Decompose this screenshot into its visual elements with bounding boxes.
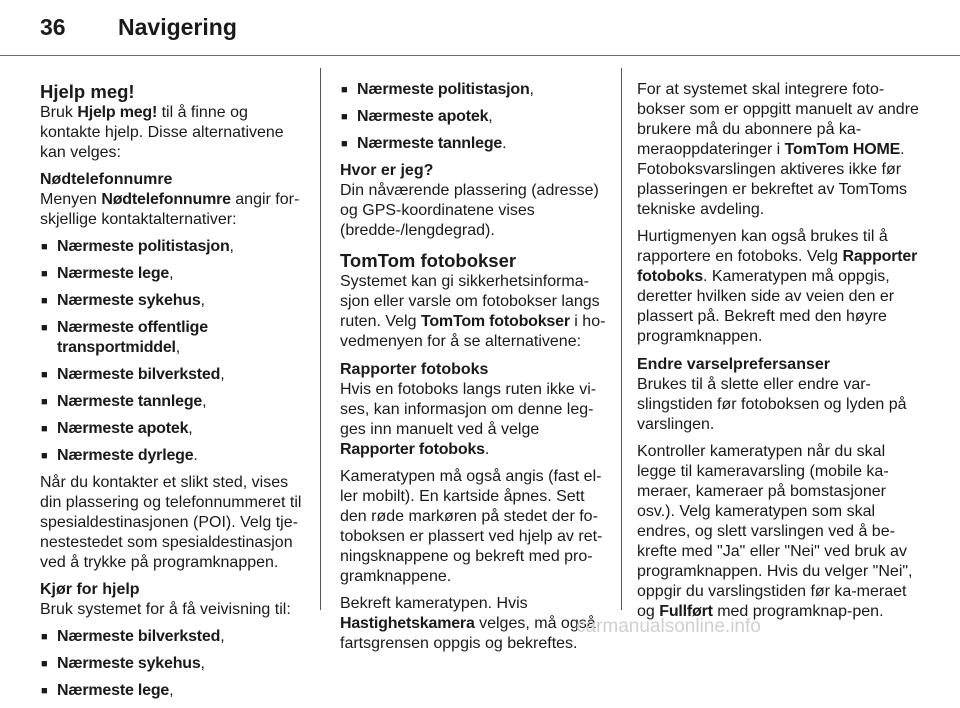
subheading-kjor: Kjør for hjelp	[40, 581, 140, 598]
list-item: ■ Nærmeste politistasjon,	[340, 80, 610, 100]
column-1	[40, 80, 310, 708]
page-number: 36	[40, 14, 66, 40]
list-item: ■ Nærmeste apotek,	[40, 419, 310, 439]
intro-paragraph: Bruk Hjelp meg! til å finne og kontakte hjelp. Disse alternativene kan velges:	[40, 104, 284, 161]
list-item: ■ Nærmeste bilverksted,	[40, 627, 310, 647]
list-item: ■ Nærmeste lege,	[40, 681, 310, 701]
integrere-paragraph: For at systemet skal integrere foto-bokser som er oppgitt manuelt av andre brukere må du abonnere på ka-meraoppdateringer i TomTom HOME. Fotoboksvarslingen aktiveres ikke før plasseringen er bekreftet av TomToms tekniske avdeling.	[637, 81, 919, 218]
column-divider-2	[621, 68, 622, 610]
list-item: ■ Nærmeste tannlege,	[40, 392, 310, 412]
section-heading-hjelp: Hjelp meg!	[40, 81, 135, 102]
subheading-rapporter: Rapporter fotoboks	[340, 361, 489, 378]
kontroller-paragraph: Kontroller kameratypen når du skal legge til kameravarsling (mobile ka-meraer, kameraer på bomstasjoner osv.). Velg kameratypen som skal endres, og slett varslingen ved å be-krefte med "Ja" eller "Nei" ved bruk av programknappen. Hvis du velger "Nei", oppgir du varslingstiden før ka-meraet og Fullført med programknap-pen.	[637, 443, 913, 620]
section-heading-fotobokser: TomTom fotobokser	[340, 250, 517, 271]
column-2	[340, 80, 610, 661]
subheading-nodtelefon: Nødtelefonnumre	[40, 171, 173, 188]
hurtigmeny-paragraph: Hurtigmenyen kan også brukes til å rapportere en fotoboks. Velg Rapporter fotoboks. Kameratypen må oppgis, deretter hvilken side av veien den er plassert på. Bekreft med den høyre programknappen.	[637, 228, 918, 345]
header-divider	[0, 55, 960, 56]
nodtelefon-paragraph: Menyen Nødtelefonnumre angir for-skjellige kontaktalternativer:	[40, 191, 300, 228]
list-item: ■ Nærmeste bilverksted,	[40, 365, 310, 385]
watermark: carmanualsonline.info	[576, 616, 761, 637]
subheading-endre: Endre varselprefersanser	[637, 356, 830, 373]
hvor-paragraph: Din nåværende plassering (adresse) og GPS-koordinatene vises (bredde-/lengdegrad).	[340, 182, 599, 239]
list-item: ■ Nærmeste apotek,	[340, 107, 610, 127]
list-item: ■ Nærmeste offentlige transportmiddel,	[40, 318, 310, 358]
column-divider-1	[320, 68, 321, 610]
column-3	[637, 80, 922, 629]
list-item: ■ Nærmeste politistasjon,	[40, 237, 310, 257]
drive-help-list-continued	[340, 80, 610, 154]
endre-paragraph: Brukes til å slette eller endre var-slingstiden før fotoboksen og lyden på varslingen.	[637, 376, 907, 433]
page-title: Navigering	[118, 14, 237, 40]
fotobokser-paragraph: Systemet kan gi sikkerhetsinforma-sjon eller varsle om fotobokser langs ruten. Velg TomTom fotobokser i ho-vedmenyen for å se alternativene:	[340, 273, 606, 350]
drive-help-list	[40, 627, 310, 701]
rapporter-paragraph: Hvis en fotoboks langs ruten ikke vi-ses, kan informasjon om denne leg-ges inn manuelt ved å velge Rapporter fotoboks.	[340, 381, 597, 458]
list-item: ■ Nærmeste sykehus,	[40, 654, 310, 674]
emergency-list	[40, 237, 310, 466]
page-header	[0, 0, 960, 58]
kjor-paragraph: Bruk systemet for å få veivisning til:	[40, 601, 291, 618]
subheading-hvor: Hvor er jeg?	[340, 162, 434, 179]
contact-paragraph: Når du kontakter et slikt sted, vises din plassering og telefonnummeret til spesialdestinasjonen (POI). Velg tje-nestestedet som spesialdestinasjon ved å trykke på programknappen.	[40, 474, 302, 571]
list-item: ■ Nærmeste sykehus,	[40, 291, 310, 311]
bekreft-paragraph: Bekreft kameratypen. Hvis Hastighetskamera velges, må også fartsgrensen oppgis og bekreftes.	[340, 595, 596, 652]
list-item: ■ Nærmeste lege,	[40, 264, 310, 284]
kameratype-paragraph: Kameratypen må også angis (fast el-ler mobilt). En kartside åpnes. Sett den røde markøren på stedet der fo-toboksen er plassert ved hjelp av ret-ningsknappene og bekreft med pro-gramknappene.	[340, 468, 603, 585]
list-item: ■ Nærmeste tannlege.	[340, 134, 610, 154]
list-item: ■ Nærmeste dyrlege.	[40, 446, 310, 466]
